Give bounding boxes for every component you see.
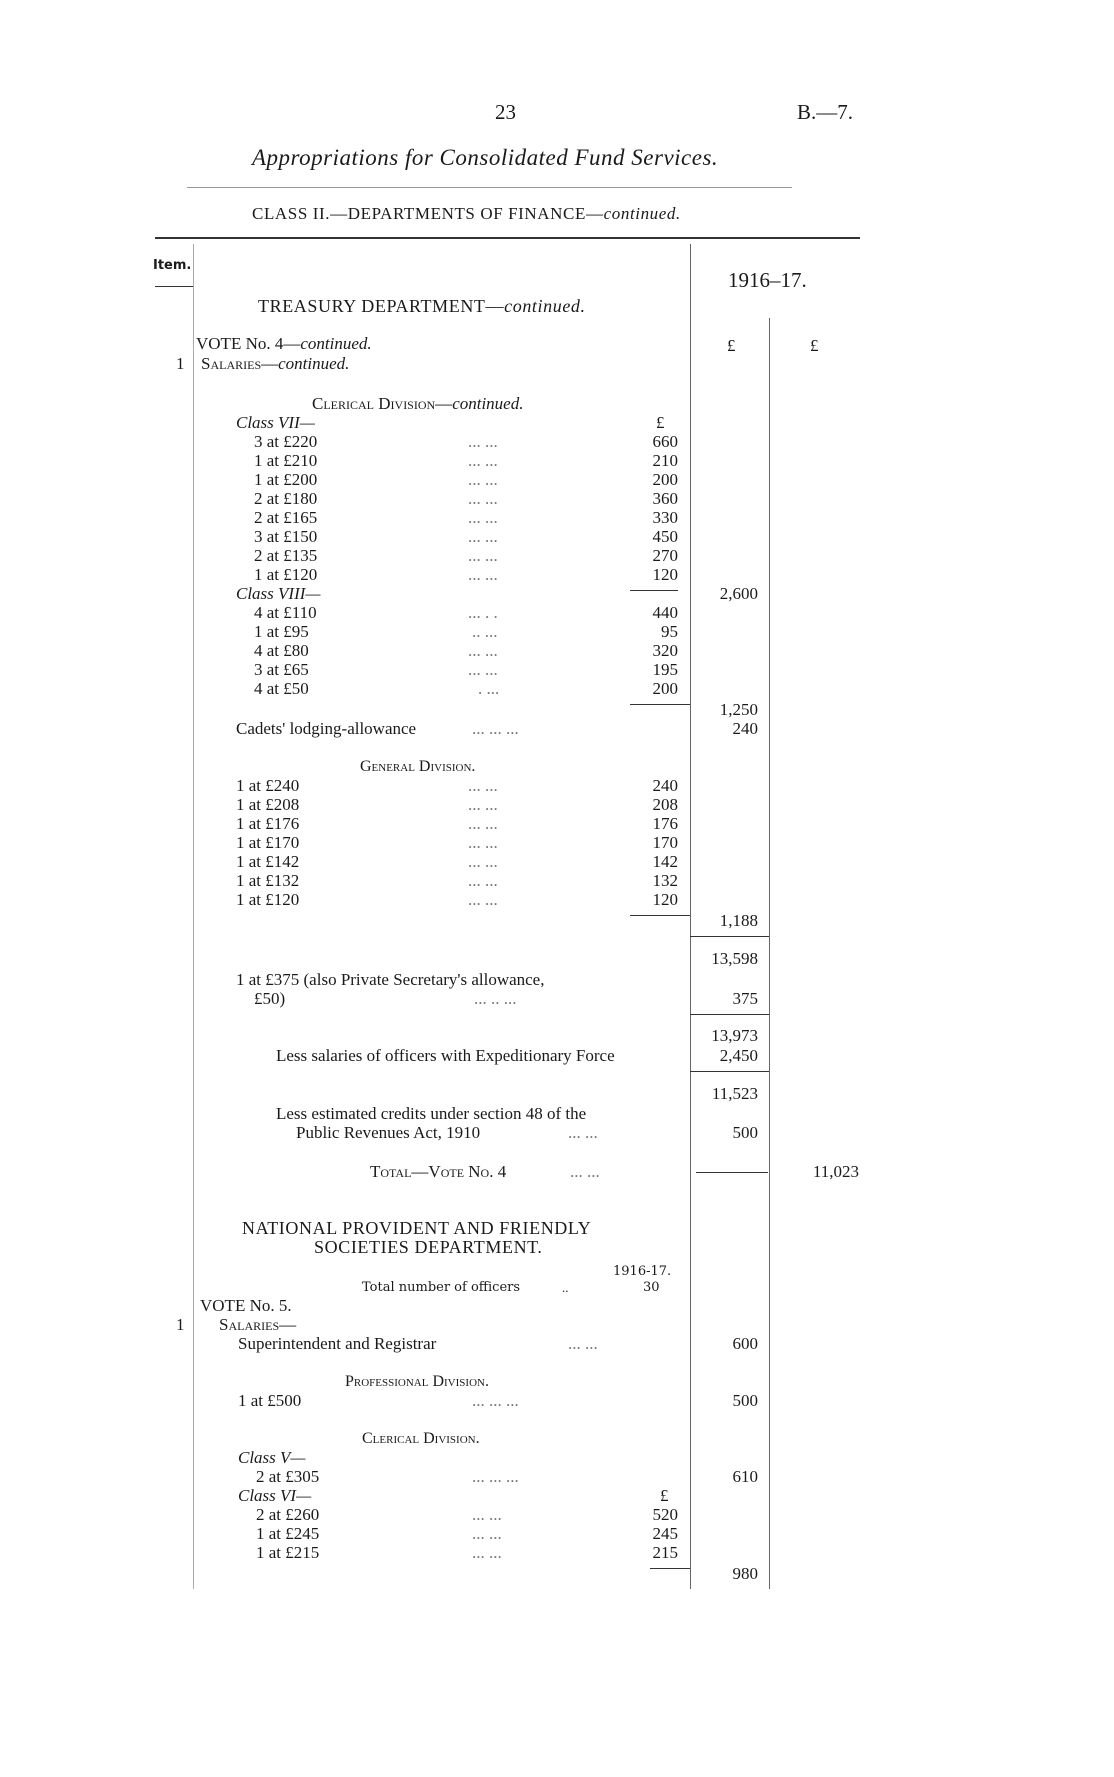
row-amount: 330 [652, 508, 678, 527]
item-number: 1 [176, 1315, 185, 1334]
row-desc: 1 at £245 [256, 1524, 320, 1543]
class-v-amount: 610 [732, 1467, 758, 1486]
row-amount: 120 [652, 890, 678, 909]
less-credits-line-1: Less estimated credits under section 48 of the [276, 1104, 587, 1123]
row-leader-dots: ... ... [468, 470, 498, 489]
general-sum-rule [630, 915, 690, 916]
row-desc: 1 at £208 [236, 795, 300, 814]
table-top-rule [155, 237, 860, 239]
class-v-leader-dots: ... ... ... [472, 1467, 519, 1486]
private-secretary-leader-dots: ... .. ... [474, 989, 517, 1008]
pound-sign-subtotals: £ [727, 336, 736, 355]
row-desc: 1 at £240 [236, 776, 300, 795]
less-expeditionary-label: Less salaries of officers with Expeditionary Force [276, 1046, 615, 1065]
row-desc: 3 at £65 [254, 660, 309, 679]
row-desc: 1 at £215 [256, 1543, 320, 1562]
row-leader-dots: ... ... [468, 776, 498, 795]
document-reference: B.—7. [797, 100, 854, 124]
row-leader-dots: ... ... [468, 890, 498, 909]
row-leader-dots: ... ... [468, 432, 498, 451]
row-amount: 142 [652, 852, 678, 871]
private-secretary-line-2: £50) [254, 989, 286, 1008]
row-desc: 2 at £260 [256, 1505, 320, 1524]
row-desc: 2 at £135 [254, 546, 318, 565]
row-desc: 1 at £170 [236, 833, 300, 852]
row-amount: 660 [652, 432, 678, 451]
officers-year: 1916-17. [613, 1264, 672, 1279]
row-leader-dots: ... ... [468, 660, 498, 679]
row-desc: 1 at £132 [236, 871, 300, 890]
row-leader-dots: ... ... [468, 489, 498, 508]
row-leader-dots: ... ... [468, 527, 498, 546]
vote-5-label: VOTE No. 5. [200, 1296, 292, 1315]
superintendent-leader-dots: ... ... [568, 1334, 598, 1353]
row-leader-dots: ... ... [468, 795, 498, 814]
row-amount: 200 [652, 470, 678, 489]
page-number: 23 [495, 100, 516, 124]
row-desc: 1 at £120 [236, 890, 300, 909]
salaries-label: Salaries—continued. [201, 354, 350, 373]
row-amount: 270 [652, 546, 678, 565]
row-leader-dots: ... ... [472, 1524, 502, 1543]
subtotal-2-rule [690, 1014, 769, 1015]
less-credits-line-2: Public Revenues Act, 1910 [296, 1123, 481, 1142]
class-vii-label: Class VII— [236, 413, 315, 432]
row-desc: 1 at £142 [236, 852, 300, 871]
pound-sign-items: £ [660, 1486, 669, 1505]
class-vi-sum-rule [650, 1568, 690, 1569]
row-leader-dots: . ... [478, 679, 500, 698]
row-desc: 1 at £95 [254, 622, 309, 641]
total-column-rule [769, 318, 770, 1589]
row-desc: 1 at £200 [254, 470, 318, 489]
row-desc: 4 at £50 [254, 679, 309, 698]
subtotal-1: 13,598 [711, 949, 758, 968]
class-viii-label: Class VIII— [236, 584, 321, 603]
private-secretary-line-1: 1 at £375 (also Private Secretary's allowance, [236, 970, 545, 989]
row-leader-dots: ... ... [468, 451, 498, 470]
row-amount: 215 [652, 1543, 678, 1562]
class-v-label: Class V— [238, 1448, 306, 1467]
row-desc: 3 at £150 [254, 527, 318, 546]
class-v-row-desc: 2 at £305 [256, 1467, 320, 1486]
general-division-total: 1,188 [719, 911, 758, 930]
class-heading: CLASS II.—DEPARTMENTS OF FINANCE—continued. [252, 204, 681, 223]
row-amount: 170 [652, 833, 678, 852]
row-leader-dots: ... ... [468, 565, 498, 584]
class-vii-sum-rule [630, 590, 678, 591]
class-viii-total: 1,250 [719, 700, 758, 719]
vote-4-total-label: Total—Vote No. 4 [370, 1162, 507, 1181]
cadets-allowance-amount: 240 [732, 719, 758, 738]
row-amount: 176 [652, 814, 678, 833]
professional-division-heading: Professional Division. [345, 1373, 489, 1390]
row-amount: 520 [652, 1505, 678, 1524]
row-leader-dots: ... ... [468, 546, 498, 565]
row-amount: 132 [652, 871, 678, 890]
superintendent-amount: 600 [732, 1334, 758, 1353]
row-amount: 95 [661, 622, 678, 641]
vote-4-total-rule [696, 1172, 768, 1173]
cadets-allowance-label: Cadets' lodging-allowance [236, 719, 417, 738]
row-amount: 200 [652, 679, 678, 698]
cadets-leader-dots: ... ... ... [472, 719, 519, 738]
row-amount: 210 [652, 451, 678, 470]
vote-4-total-amount: 11,023 [812, 1162, 859, 1181]
professional-leader-dots: ... ... ... [472, 1391, 519, 1410]
less-credits-amount: 500 [732, 1123, 758, 1142]
professional-row-desc: 1 at £500 [238, 1391, 302, 1410]
subtotal-3-rule [690, 1071, 769, 1072]
row-desc: 4 at £110 [254, 603, 317, 622]
row-desc: 4 at £80 [254, 641, 309, 660]
row-leader-dots: .. ... [472, 622, 498, 641]
national-provident-heading-line-1: NATIONAL PROVIDENT AND FRIENDLY [242, 1218, 592, 1238]
class-viii-sum-rule [630, 704, 690, 705]
row-leader-dots: ... ... [468, 852, 498, 871]
professional-amount: 500 [732, 1391, 758, 1410]
year-column-label: 1916–17. [728, 268, 807, 292]
title-divider [187, 187, 792, 188]
less-expeditionary-amount: 2,450 [719, 1046, 758, 1065]
row-leader-dots: ... ... [468, 641, 498, 660]
less-credits-leader-dots: ... ... [568, 1123, 598, 1142]
row-amount: 208 [652, 795, 678, 814]
item-label-underline [155, 286, 193, 287]
clerical-division-heading: Clerical Division—continued. [312, 394, 524, 413]
page-title: Appropriations for Consolidated Fund Services. [252, 145, 719, 170]
row-amount: 360 [652, 489, 678, 508]
general-division-heading: General Division. [360, 758, 476, 775]
subtotal-3: 11,523 [711, 1084, 758, 1103]
row-desc: 1 at £210 [254, 451, 318, 470]
row-amount: 245 [652, 1524, 678, 1543]
row-amount: 320 [652, 641, 678, 660]
row-leader-dots: ... ... [468, 871, 498, 890]
officers-leader-dots: .. [562, 1280, 569, 1295]
row-leader-dots: ... ... [472, 1505, 502, 1524]
salaries-label: Salaries— [219, 1315, 297, 1334]
subtotal-2: 13,973 [711, 1026, 758, 1045]
class-vi-total: 980 [732, 1564, 758, 1583]
row-amount: 195 [652, 660, 678, 679]
row-desc: 1 at £176 [236, 814, 300, 833]
row-desc: 1 at £120 [254, 565, 318, 584]
item-number: 1 [176, 354, 185, 373]
vote-4-label: VOTE No. 4—continued. [196, 334, 372, 353]
row-desc: 3 at £220 [254, 432, 318, 451]
private-secretary-amount: 375 [732, 989, 758, 1008]
vote-4-total-leader-dots: ... ... [570, 1162, 600, 1181]
row-desc: 2 at £180 [254, 489, 318, 508]
row-desc: 2 at £165 [254, 508, 318, 527]
clerical-division-heading: Clerical Division. [362, 1430, 480, 1447]
national-provident-heading-line-2: SOCIETIES DEPARTMENT. [314, 1237, 543, 1257]
class-vii-total: 2,600 [719, 584, 758, 603]
row-amount: 120 [652, 565, 678, 584]
row-amount: 450 [652, 527, 678, 546]
pound-sign-totals: £ [810, 336, 819, 355]
row-leader-dots: ... ... [468, 508, 498, 527]
treasury-heading: TREASURY DEPARTMENT—continued. [258, 296, 586, 316]
officers-count: 30 [643, 1280, 660, 1295]
row-leader-dots: ... ... [468, 814, 498, 833]
superintendent-label: Superintendent and Registrar [238, 1334, 437, 1353]
officers-label: Total number of officers [362, 1280, 521, 1295]
row-leader-dots: ... . . [468, 603, 498, 622]
item-column-label: Item. [153, 258, 192, 273]
row-amount: 240 [652, 776, 678, 795]
item-column-rule [193, 244, 194, 1589]
row-amount: 440 [652, 603, 678, 622]
row-leader-dots: ... ... [472, 1543, 502, 1562]
pound-sign-items: £ [656, 413, 665, 432]
row-leader-dots: ... ... [468, 833, 498, 852]
subtotal-1-rule [690, 936, 769, 937]
class-vi-label: Class VI— [238, 1486, 312, 1505]
